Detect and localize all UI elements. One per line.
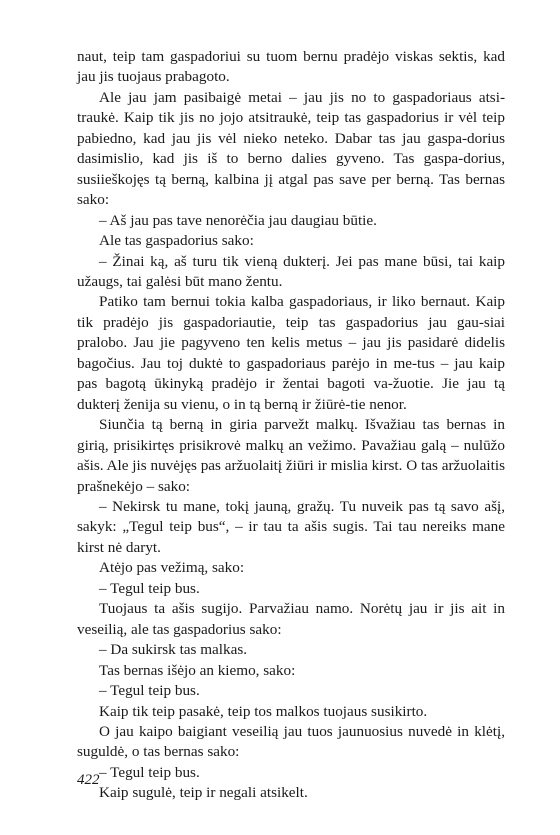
paragraph: Kaip sugulė, teip ir negali atsikelt. xyxy=(99,784,308,802)
page-number: 422 xyxy=(77,772,100,788)
paragraph: naut, teip tam gaspadoriui su tuom bernu pradėjo viskas sektis, kad jau jis tuojaus prabagoto. xyxy=(77,48,505,86)
body-text xyxy=(77,47,505,804)
paragraph: Kaip tik teip pasakė, teip tos malkos tuojaus susikirto. xyxy=(99,702,428,720)
paragraph: Siunčia tą berną in giria parvežt malkų. Išvažiau tas bernas in girią, prisikirtęs prisikrovė malkų an vežimo. Pavažiau galą – nulūžo ašis. Ale jis nuvėjęs pas aržuolaitį žiūri ir mislia kirst. O tas aržuolaitis prašnekėjo – sako: xyxy=(77,416,505,495)
paragraph: Ale jau jam pasibaigė metai – jau jis no to gaspadoriaus atsi-traukė. Kaip tik jis no jojo atsitraukė, teip tas gaspadorius ir vėl teip pabiedno, kad jau jis vėl nieko neteko. Dabar tas jau gaspa-dorius dasimislio, kad jis iš to berno dalies gyveno. Tas gaspa-dorius, susiieškojęs tą berną, kalbina jį atgal pas save per berną. Tas bernas sako: xyxy=(77,88,505,209)
paragraph: Tuojaus ta ašis sugijo. Parvažiau namo. Norėtų jau ir jis ait in veseilią, ale tas gaspadorius sako: xyxy=(77,600,505,638)
paragraph: Patiko tam bernui tokia kalba gaspadoriaus, ir liko bernaut. Kaip tik pradėjo jis gaspadoriautie, teip tas gaspadorius jau gau-siai pralobo. Jau jie pagyveno ten kelis metus – jau jis pasidarė didelis bagočius. Jau toj duktė to gaspadoriaus parėjo in me-tus – jau kaip pas bagotą ūkinyką pradėjo ir žentai bagoti va-žuotie. Jie jau tą dukterį ženija su vienu, o in tą berną ir žiūrė-tie nenor. xyxy=(77,293,505,413)
paragraph: – Aš jau pas tave nenorėčia jau daugiau būtie. xyxy=(99,211,377,229)
paragraph: – Tegul teip bus. xyxy=(99,682,200,700)
paragraph: – Tegul teip bus. xyxy=(99,579,200,597)
paragraph: – Žinai ką, aš turu tik vieną dukterį. Jei pas mane būsi, tai kaip užaugs, tai galėsi būt mano žentu. xyxy=(77,252,505,290)
paragraph: Ale tas gaspadorius sako: xyxy=(99,232,254,250)
paragraph: – Nekirsk tu mane, tokį jauną, gražų. Tu nuveik pas tą savo ašį, sakyk: „Tegul teip bus“, – ir tau ta ašis sugis. Tai tau nereiks mane kirst nė daryt. xyxy=(77,497,505,556)
paragraph: Atėjo pas vežimą, sako: xyxy=(99,559,245,577)
paragraph: Tas bernas išėjo an kiemo, sako: xyxy=(99,661,296,679)
paragraph: O jau kaipo baigiant veseilią jau tuos jaunuosius nuvedė in klėtį, suguldė, o tas bernas sako: xyxy=(77,722,505,761)
paragraph: – Tegul teip bus. xyxy=(99,763,200,781)
paragraph: – Da sukirsk tas malkas. xyxy=(99,641,248,659)
